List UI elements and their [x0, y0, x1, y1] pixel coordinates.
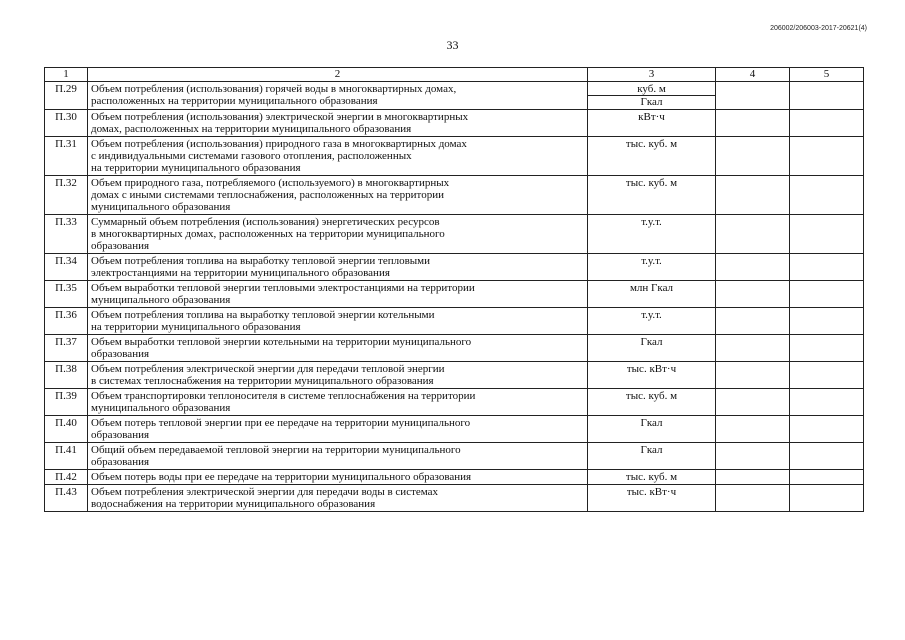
row-unit	[588, 335, 716, 362]
row-code: П.41	[45, 443, 88, 470]
description-line: Суммарный объем потребления (использования) энергетических ресурсов	[91, 216, 440, 228]
unit-line: тыс. кВт·ч	[626, 363, 677, 375]
row-unit	[588, 485, 716, 512]
row-code: П.34	[45, 254, 88, 281]
description-line: Объем потерь тепловой энергии при ее передаче на территории муниципального	[91, 417, 471, 429]
table-row	[45, 215, 864, 254]
column-header-1: 1	[45, 68, 88, 82]
table-row	[45, 416, 864, 443]
row-unit	[588, 137, 716, 176]
unit-line: тыс. куб. м	[625, 471, 678, 483]
table-row	[45, 362, 864, 389]
row-value-4	[716, 82, 790, 110]
table-row	[45, 254, 864, 281]
column-header-2: 2	[88, 68, 588, 82]
row-unit	[588, 416, 716, 443]
unit-line: тыс. куб. м	[625, 390, 678, 402]
row-description	[88, 110, 588, 137]
description-line: Объем потребления электрической энергии для передачи воды в системах	[91, 486, 439, 498]
table-header-row	[45, 68, 864, 82]
description-line: в системах теплоснабжения на территории муниципального образования	[91, 375, 434, 387]
row-description	[88, 362, 588, 389]
row-unit	[588, 82, 716, 110]
description-line: образования	[91, 456, 150, 468]
row-description	[88, 416, 588, 443]
row-unit	[588, 389, 716, 416]
table-row	[45, 470, 864, 485]
table-row	[45, 137, 864, 176]
row-code: П.30	[45, 110, 88, 137]
row-code: П.36	[45, 308, 88, 335]
row-value-4	[716, 110, 790, 137]
row-value-4	[716, 215, 790, 254]
row-description	[88, 485, 588, 512]
row-code: П.31	[45, 137, 88, 176]
description-line: Объем выработки тепловой энергии тепловыми электростанциями на территории	[91, 282, 475, 294]
row-unit	[588, 281, 716, 308]
description-line: с индивидуальными системами газового отопления, расположенных	[91, 150, 412, 162]
column-header-4: 4	[716, 68, 790, 82]
row-value-4	[716, 308, 790, 335]
description-line: муниципального образования	[91, 294, 231, 306]
description-line: Объем потребления топлива на выработку тепловой энергии котельными	[91, 309, 435, 321]
row-value-4	[716, 485, 790, 512]
description-line: электростанциями на территории муниципального образования	[91, 267, 390, 279]
row-description	[88, 82, 588, 110]
description-line: домах с иными системами теплоснабжения, расположенных на территории	[91, 189, 444, 201]
table-row	[45, 82, 864, 110]
row-value-4	[716, 362, 790, 389]
row-value-5	[790, 215, 864, 254]
row-description	[88, 308, 588, 335]
table-row	[45, 281, 864, 308]
description-line: в многоквартирных домах, расположенных на территории муниципального	[91, 228, 445, 240]
unit-line: тыс. кВт·ч	[626, 486, 677, 498]
table-row	[45, 335, 864, 362]
row-code: П.29	[45, 82, 88, 110]
row-unit	[588, 443, 716, 470]
row-description	[88, 254, 588, 281]
row-value-5	[790, 308, 864, 335]
description-line: Объем транспортировки теплоносителя в системе теплоснабжения на территории	[91, 390, 476, 402]
description-line: Объем потребления электрической энергии для передачи тепловой энергии	[91, 363, 445, 375]
unit-line: т.у.т.	[641, 216, 662, 228]
row-value-5	[790, 176, 864, 215]
description-line: Объем природного газа, потребляемого (используемого) в многоквартирных	[91, 177, 450, 189]
row-value-5	[790, 389, 864, 416]
row-value-5	[790, 254, 864, 281]
row-code: П.39	[45, 389, 88, 416]
description-line: Объем потребления (использования) горячей воды в многоквартирных домах,	[91, 83, 457, 95]
row-value-5	[790, 443, 864, 470]
page-number: 33	[446, 38, 459, 52]
row-value-5	[790, 335, 864, 362]
description-line: Объем потребления (использования) электрической энергии в многоквартирных	[91, 111, 469, 123]
column-header-5: 5	[790, 68, 864, 82]
row-value-5	[790, 110, 864, 137]
row-description	[88, 215, 588, 254]
unit-line: куб. м	[637, 83, 666, 95]
description-line: на территории муниципального образования	[91, 162, 301, 174]
table-row	[45, 443, 864, 470]
row-code: П.37	[45, 335, 88, 362]
unit-line: т.у.т.	[641, 255, 662, 267]
row-unit	[588, 254, 716, 281]
row-description	[88, 137, 588, 176]
description-line: Общий объем передаваемой тепловой энергии на территории муниципального	[91, 444, 461, 456]
row-value-4	[716, 335, 790, 362]
row-value-5	[790, 416, 864, 443]
description-line: Объем выработки тепловой энергии котельными на территории муниципального	[91, 336, 472, 348]
description-line: на территории муниципального образования	[91, 321, 301, 333]
row-unit	[588, 110, 716, 137]
row-value-5	[790, 470, 864, 485]
unit-line: тыс. куб. м	[625, 177, 678, 189]
row-value-5	[790, 485, 864, 512]
row-code: П.35	[45, 281, 88, 308]
row-code: П.40	[45, 416, 88, 443]
row-value-4	[716, 254, 790, 281]
table-body	[45, 82, 864, 512]
table-row	[45, 485, 864, 512]
unit-line: Гкал	[640, 336, 663, 348]
unit-line: Гкал	[588, 95, 715, 108]
row-code: П.42	[45, 470, 88, 485]
description-line: водоснабжения на территории муниципального образования	[91, 498, 376, 510]
row-unit	[588, 176, 716, 215]
description-line: домах, расположенных на территории муниципального образования	[91, 123, 412, 135]
row-value-5	[790, 137, 864, 176]
row-unit	[588, 215, 716, 254]
indicators-table	[44, 67, 864, 512]
row-description	[88, 281, 588, 308]
table-row	[45, 308, 864, 335]
row-unit	[588, 362, 716, 389]
row-value-4	[716, 137, 790, 176]
unit-line: тыс. куб. м	[625, 138, 678, 150]
row-value-4	[716, 443, 790, 470]
row-description	[88, 176, 588, 215]
row-value-5	[790, 82, 864, 110]
row-description	[88, 335, 588, 362]
table-row	[45, 176, 864, 215]
description-line: Объем потерь воды при ее передаче на территории муниципального образования	[91, 471, 472, 483]
unit-line: кВт·ч	[638, 111, 665, 123]
row-code: П.32	[45, 176, 88, 215]
row-value-5	[790, 362, 864, 389]
description-line: муниципального образования	[91, 402, 231, 414]
unit-line: Гкал	[640, 444, 663, 456]
row-value-4	[716, 176, 790, 215]
column-header-3: 3	[588, 68, 716, 82]
row-code: П.33	[45, 215, 88, 254]
description-line: образования	[91, 429, 150, 441]
row-unit	[588, 470, 716, 485]
unit-line: т.у.т.	[641, 309, 662, 321]
description-line: Объем потребления топлива на выработку тепловой энергии тепловыми	[91, 255, 431, 267]
row-value-4	[716, 389, 790, 416]
table-row	[45, 110, 864, 137]
description-line: муниципального образования	[91, 201, 231, 213]
description-line: образования	[91, 240, 150, 252]
description-line: расположенных на территории муниципального образования	[91, 95, 378, 107]
unit-line: млн Гкал	[629, 282, 674, 294]
row-code: П.43	[45, 485, 88, 512]
row-description	[88, 443, 588, 470]
row-description	[88, 470, 588, 485]
table-row	[45, 389, 864, 416]
description-line: Объем потребления (использования) природного газа в многоквартирных домах	[91, 138, 467, 150]
row-description	[88, 389, 588, 416]
description-line: образования	[91, 348, 150, 360]
row-code: П.38	[45, 362, 88, 389]
row-value-4	[716, 281, 790, 308]
row-value-4	[716, 470, 790, 485]
row-value-4	[716, 416, 790, 443]
row-unit	[588, 308, 716, 335]
unit-line: Гкал	[640, 417, 663, 429]
document-id: 206002/206003-2017-20621(4)	[770, 25, 867, 32]
row-value-5	[790, 281, 864, 308]
